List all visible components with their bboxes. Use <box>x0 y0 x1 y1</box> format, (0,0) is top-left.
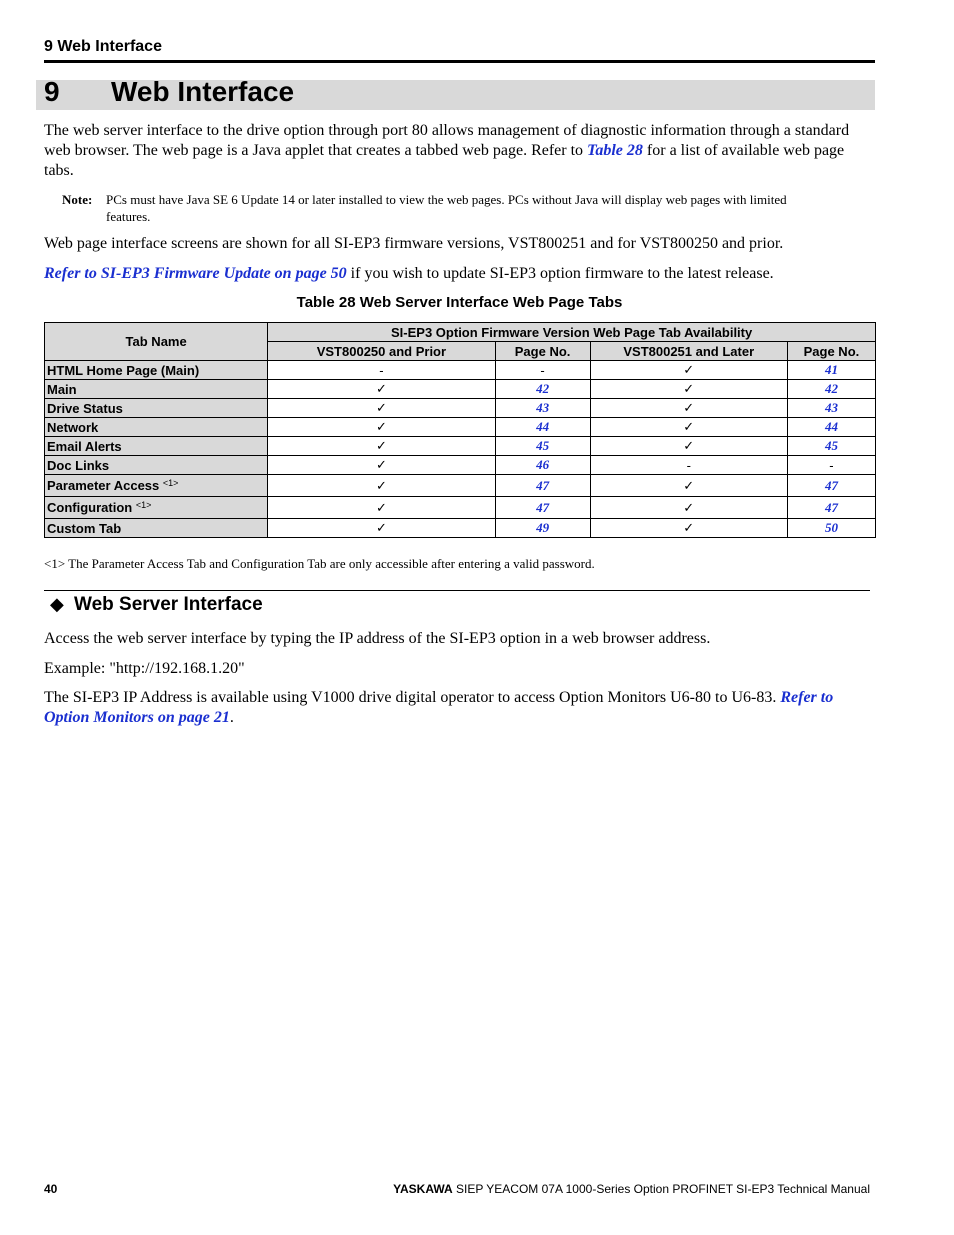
availability-new: ✓ <box>590 437 787 456</box>
table-row <box>45 418 876 437</box>
footnote-marker: <1> <box>162 478 179 488</box>
tab-name: Doc Links <box>45 456 268 475</box>
note-text: PCs must have Java SE 6 Update 14 or later installed to view the web pages. PCs without Java will display web pages with limited features. <box>106 192 787 224</box>
chapter-number: 9 <box>44 76 60 107</box>
ip-address-paragraph <box>44 688 872 728</box>
page-link-new[interactable]: 50 <box>787 519 875 538</box>
table-caption: Table 28 Web Server Interface Web Page Tabs <box>296 294 623 311</box>
header-page-no-2: Page No. <box>787 342 875 361</box>
tab-name: Main <box>45 380 268 399</box>
availability-old: ✓ <box>268 456 495 475</box>
availability-old: ✓ <box>268 437 495 456</box>
page-link-new[interactable]: 43 <box>787 399 875 418</box>
availability-old: ✓ <box>268 497 495 519</box>
table-row <box>45 361 876 380</box>
tab-name: Configuration $^{<1>}$ <box>45 497 268 519</box>
tab-name: HTML Home Page (Main) <box>45 361 268 380</box>
availability-new: - <box>590 456 787 475</box>
tab-name: Custom Tab <box>45 519 268 538</box>
footer <box>393 1182 870 1196</box>
section-rule <box>44 590 870 591</box>
page-link-new[interactable]: 47 <box>787 475 875 497</box>
availability-new: ✓ <box>590 399 787 418</box>
page-link-old[interactable]: 47 <box>495 475 590 497</box>
note-label: Note: <box>62 192 93 207</box>
chapter-title: Web Interface <box>111 76 295 107</box>
page-link-old[interactable]: 42 <box>495 380 590 399</box>
header-vst800250: VST800250 and Prior <box>268 342 495 361</box>
table-footnote: <1> The Parameter Access Tab and Configuration Tab are only accessible after entering a valid password. <box>44 556 595 571</box>
table-row <box>45 437 876 456</box>
table-28-link[interactable]: Table 28 <box>587 142 643 159</box>
page-link-old[interactable]: 47 <box>495 497 590 519</box>
page-link-old[interactable]: 45 <box>495 437 590 456</box>
header-availability: SI-EP3 Option Firmware Version Web Page Tab Availability <box>268 323 876 342</box>
availability-new: ✓ <box>590 519 787 538</box>
availability-old: - <box>268 361 495 380</box>
tab-name: Network <box>45 418 268 437</box>
page-link-new[interactable]: 42 <box>787 380 875 399</box>
firmware-versions-paragraph: Web page interface screens are shown for all SI-EP3 firmware versions, VST800251 and for VST800250 and prior. <box>44 235 784 252</box>
availability-new: ✓ <box>590 418 787 437</box>
page-link-new[interactable]: 47 <box>787 497 875 519</box>
ip-address-text-end: . <box>229 709 234 726</box>
firmware-update-text: if you wish to update SI-EP3 option firmware to the latest release. <box>346 265 774 282</box>
intro-paragraph <box>44 121 864 181</box>
page-link-old[interactable]: 46 <box>495 456 590 475</box>
access-paragraph: Access the web server interface by typing the IP address of the SI-EP3 option in a web browser address. <box>44 630 711 647</box>
page-number-new: - <box>787 456 875 475</box>
firmware-update-link[interactable]: Refer to SI-EP3 Firmware Update on page 50 <box>44 265 347 282</box>
web-page-tabs-table <box>44 322 876 538</box>
table-row <box>45 399 876 418</box>
tab-name: Parameter Access $^{<1>}$ <box>45 475 268 497</box>
ip-address-text: The SI-EP3 IP Address is available using V1000 drive digital operator to access Option Monitors U6-80 to U6-83. <box>44 689 781 706</box>
page-link-new[interactable]: 44 <box>787 418 875 437</box>
footer-brand: YASKAWA <box>393 1182 453 1196</box>
intro-text-end: for a list of available web page tabs. <box>44 142 845 179</box>
firmware-update-paragraph <box>44 264 864 284</box>
running-head: 9 Web Interface <box>44 38 162 55</box>
tab-name: Drive Status <box>45 399 268 418</box>
table-row <box>45 475 876 497</box>
section-title: Web Server Interface <box>74 594 263 615</box>
table-row <box>45 456 876 475</box>
availability-new: ✓ <box>590 361 787 380</box>
intro-text: The web server interface to the drive option through port 80 allows management of diagnostic information through a standard web browser. The web page is a Java applet that creates a tabbed web page. Refer to <box>44 122 850 159</box>
tab-name: Email Alerts <box>45 437 268 456</box>
footnote-marker: <1> <box>135 500 152 510</box>
availability-old: ✓ <box>268 418 495 437</box>
header-rule <box>44 60 875 63</box>
table-row <box>45 519 876 538</box>
page-number-old: - <box>495 361 590 380</box>
availability-new: ✓ <box>590 380 787 399</box>
diamond-icon: ◆ <box>50 594 64 614</box>
header-vst800251: VST800251 and Later <box>590 342 787 361</box>
header-page-no-1: Page No. <box>495 342 590 361</box>
page-link-old[interactable]: 49 <box>495 519 590 538</box>
page-link-new[interactable]: 45 <box>787 437 875 456</box>
availability-old: ✓ <box>268 519 495 538</box>
page-link-new[interactable]: 41 <box>787 361 875 380</box>
table-row <box>45 497 876 519</box>
availability-new: ✓ <box>590 497 787 519</box>
availability-old: ✓ <box>268 475 495 497</box>
page-link-old[interactable]: 43 <box>495 399 590 418</box>
option-monitors-link[interactable]: Refer to Option Monitors on page 21 <box>44 689 834 726</box>
table-row <box>45 380 876 399</box>
example-paragraph: Example: "http://192.168.1.20" <box>44 660 245 677</box>
availability-new: ✓ <box>590 475 787 497</box>
availability-old: ✓ <box>268 399 495 418</box>
page-link-old[interactable]: 44 <box>495 418 590 437</box>
availability-old: ✓ <box>268 380 495 399</box>
page-number: 40 <box>44 1182 58 1196</box>
footer-title: SIEP YEACOM 07A 1000-Series Option PROFINET SI-EP3 Technical Manual <box>452 1182 870 1196</box>
header-tab-name: Tab Name <box>45 323 268 361</box>
